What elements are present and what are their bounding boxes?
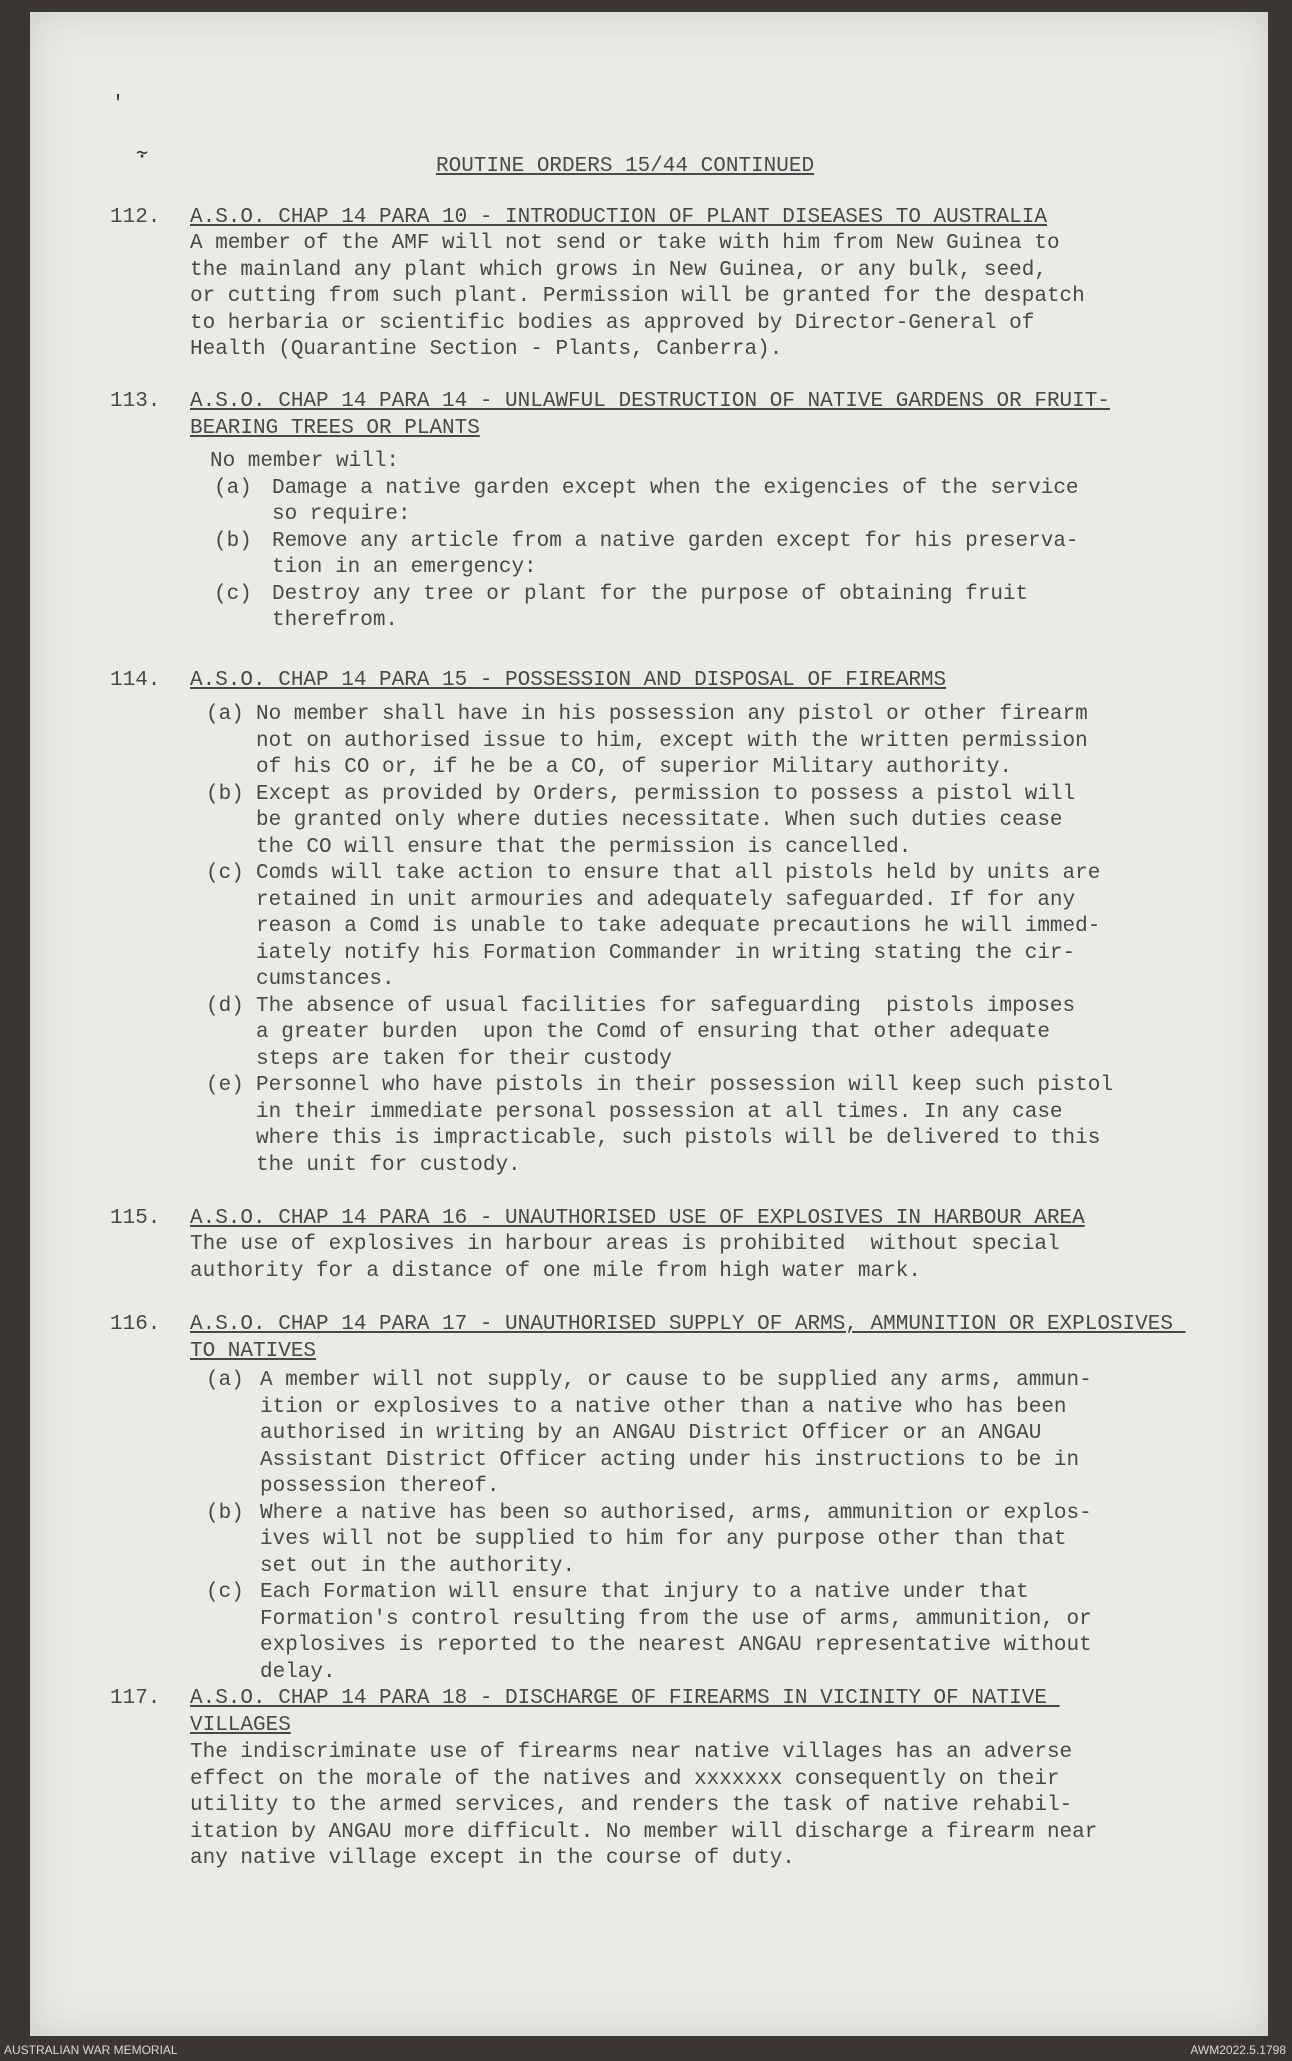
item-line: therefrom. — [272, 609, 399, 632]
list-item — [206, 1368, 1286, 1501]
item-line: be granted only where duties necessitate. When such duties cease — [256, 809, 1063, 832]
item-line: Personnel who have pistols in their possession will keep such pistol — [256, 1074, 1113, 1097]
list-item — [214, 476, 1290, 529]
body-line: A member of the AMF will not send or take with him from New Guinea to — [190, 232, 1060, 255]
item-line: ives will not be supplied to him for any purpose other than that — [260, 1528, 1067, 1551]
item-label: (b) — [206, 1501, 244, 1525]
body-line: utility to the armed services, and renders the task of native rehabil- — [190, 1794, 1073, 1817]
item-line: Each Formation will ensure that injury to a native under that — [260, 1581, 1029, 1604]
item-line: Formation's control resulting from the use of arms, ammunition, or — [260, 1607, 1092, 1631]
section-body — [190, 1232, 1270, 1285]
section-heading: A.S.O. CHAP 14 PARA 14 - UNLAWFUL DESTRUCTION OF NATIVE GARDENS OR FRUIT-BEARING TREES OR PLANTS — [190, 390, 1110, 440]
body-line: The use of explosives in harbour areas is prohibited without special — [190, 1233, 1060, 1256]
item-line: The absence of usual facilities for safeguarding pistols imposes — [256, 994, 1076, 1018]
section-body — [206, 1368, 1286, 1686]
item-line: Comds will take action to ensure that all pistols held by units are — [256, 862, 1101, 885]
item-line: cumstances. — [256, 968, 395, 991]
item-label: (b) — [206, 782, 244, 806]
item-line: possession thereof. — [260, 1475, 500, 1498]
item-label: (d) — [206, 994, 244, 1018]
item-line: explosives is reported to the nearest ANGAU representative without — [260, 1634, 1092, 1657]
section-heading: A.S.O. CHAP 14 PARA 16 - UNAUTHORISED USE OF EXPLOSIVES IN HARBOUR AREA — [190, 1207, 1085, 1230]
list-item — [206, 702, 1286, 782]
list-item — [206, 782, 1286, 862]
body-line: itation by ANGAU more difficult. No member will discharge a firearm near — [190, 1820, 1098, 1844]
list-item — [206, 1073, 1286, 1179]
footer-right-caption: AWM2022.5.1798 — [1190, 2043, 1286, 2057]
section-heading: A.S.O. CHAP 14 PARA 17 - UNAUTHORISED SUPPLY OF ARMS, AMMUNITION OR EXPLOSIVES TO NATIVES — [190, 1313, 1186, 1363]
item-line: the unit for custody. — [256, 1153, 521, 1177]
section-number: 115. — [110, 1207, 161, 1230]
section-body — [206, 702, 1286, 1179]
item-line: of his CO or, if he be a CO, of superior Military authority. — [256, 756, 1013, 779]
item-line: iately notify his Formation Commander in writing stating the cir- — [256, 941, 1076, 965]
item-line: Where a native has been so authorised, arms, ammunition or explos- — [260, 1501, 1092, 1525]
item-line: in their immediate personal possession at all times. In any case — [256, 1100, 1063, 1124]
page-title: ROUTINE ORDERS 15/44 CONTINUED — [436, 155, 815, 178]
item-line: the CO will ensure that the permission is cancelled. — [256, 835, 912, 859]
footer-left-caption: AUSTRALIAN WAR MEMORIAL — [4, 2043, 178, 2057]
section-heading: A.S.O. CHAP 14 PARA 15 - POSSESSION AND DISPOSAL OF FIREARMS — [190, 669, 947, 692]
body-line: the mainland any plant which grows in New Guinea, or any bulk, seed, — [190, 258, 1047, 282]
body-line: Health (Quarantine Section - Plants, Canberra). — [190, 338, 783, 361]
section-number: 116. — [110, 1313, 161, 1336]
intro-line: No member will: — [210, 450, 400, 473]
item-line: tion in an emergency: — [272, 556, 537, 579]
item-line: Except as provided by Orders, permission to possess a pistol will — [256, 782, 1076, 806]
item-line: where this is impracticable, such pistols will be delivered to this — [256, 1127, 1101, 1150]
section-body — [190, 231, 1270, 364]
list-item — [206, 994, 1286, 1074]
body-line: The indiscriminate use of firearms near native villages has an adverse — [190, 1741, 1073, 1764]
section-heading: A.S.O. CHAP 14 PARA 10 - INTRODUCTION OF PLANT DISEASES TO AUSTRALIA — [190, 206, 1047, 229]
item-line: Assistant District Officer acting under his instructions to be in — [260, 1448, 1080, 1472]
item-line: No member shall have in his possession any pistol or other firearm — [256, 703, 1088, 726]
section-heading: A.S.O. CHAP 14 PARA 18 - DISCHARGE OF FIREARMS IN VICINITY OF NATIVE VILLAGES — [190, 1687, 1060, 1737]
item-label: (a) — [206, 703, 244, 726]
list-item — [206, 1501, 1286, 1581]
list-item — [206, 1580, 1286, 1686]
pencil-mark-icon: ′ — [112, 93, 125, 116]
item-line: A member will not supply, or cause to be supplied any arms, ammun- — [260, 1369, 1092, 1392]
item-line: delay. — [260, 1660, 336, 1684]
item-line: authorised in writing by an ANGAU District Officer or an ANGAU — [260, 1422, 1042, 1445]
section-number: 113. — [110, 390, 161, 413]
item-line: so require: — [272, 503, 411, 526]
body-line: authority for a distance of one mile from high water mark. — [190, 1259, 921, 1283]
body-line: any native village except in the course of duty. — [190, 1847, 795, 1870]
item-line: retained in unit armouries and adequately safeguarded. If for any — [256, 888, 1076, 912]
item-line: steps are taken for their custody — [256, 1047, 672, 1071]
item-line: Destroy any tree or plant for the purpose of obtaining fruit — [272, 582, 1029, 606]
list-item — [206, 861, 1286, 994]
section-number: 114. — [110, 669, 161, 692]
list-item — [214, 582, 1290, 635]
item-line: reason a Comd is unable to take adequate precautions he will immed- — [256, 915, 1101, 938]
section-number: 117. — [110, 1687, 161, 1710]
item-label: (c) — [206, 1581, 244, 1604]
item-label: (a) — [214, 476, 252, 500]
body-line: to herbaria or scientific bodies as approved by Director-General of — [190, 311, 1035, 335]
body-line: effect on the morale of the natives and xxxxxxx consequently on their — [190, 1767, 1060, 1791]
item-label: (c) — [206, 862, 244, 885]
item-line: Remove any article from a native garden except for his preserva- — [272, 529, 1079, 553]
item-label: (b) — [214, 529, 252, 553]
list-item — [214, 529, 1290, 582]
section-number: 112. — [110, 206, 161, 229]
item-line: ition or explosives to a native other than a native who has been — [260, 1395, 1067, 1419]
item-line: Damage a native garden except when the exigencies of the service — [272, 476, 1079, 500]
item-line: set out in the authority. — [260, 1554, 576, 1578]
item-line: a greater burden upon the Comd of ensuring that other adequate — [256, 1021, 1050, 1044]
item-label: (a) — [206, 1369, 244, 1392]
item-label: (e) — [206, 1074, 244, 1097]
body-line: or cutting from such plant. Permission will be granted for the despatch — [190, 285, 1085, 308]
pin-hole-mark-icon: ⸟ — [136, 143, 149, 166]
section-body — [210, 449, 1290, 635]
section-body — [190, 1740, 1270, 1873]
document-page — [30, 12, 1268, 2036]
item-label: (c) — [214, 582, 252, 606]
item-line: not on authorised issue to him, except with the written permission — [256, 729, 1088, 753]
